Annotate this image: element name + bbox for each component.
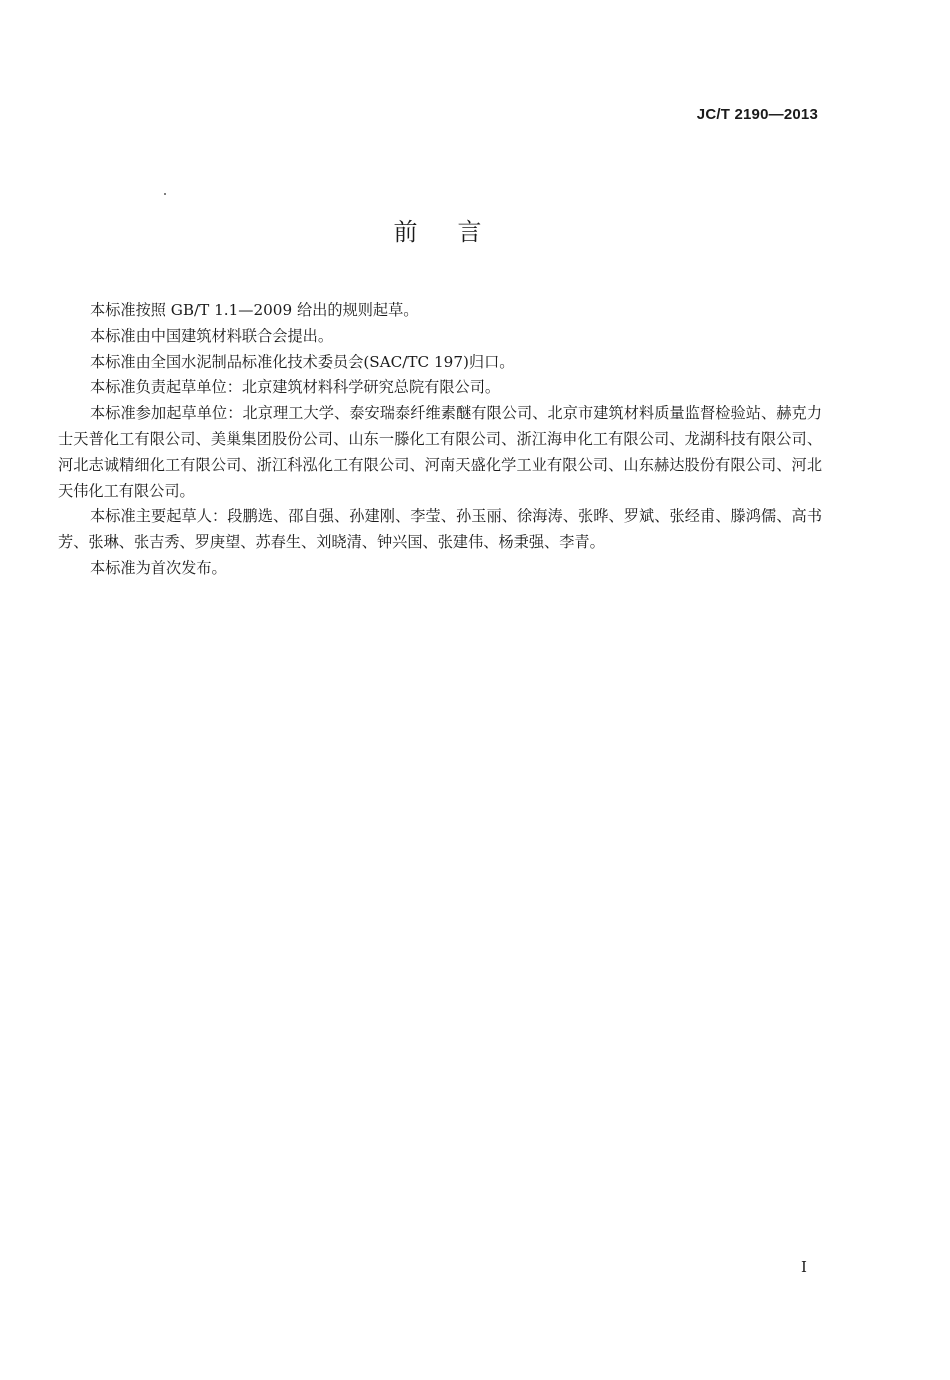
paragraph-technical-committee: 本标准由全国水泥制品标准化技术委员会(SAC/TC 197)归口。 <box>90 352 515 371</box>
page-title: 前言 <box>393 218 522 246</box>
paragraph-first-release: 本标准为首次发布。 <box>90 558 227 577</box>
paragraph-lead-drafter: 本标准负责起草单位：北京建筑材料科学研究总院有限公司。 <box>90 378 501 397</box>
paragraph-proposer: 本标准由中国建筑材料联合会提出。 <box>90 326 333 345</box>
document-code: JC/T 2190—2013 <box>696 106 818 123</box>
scan-speck <box>164 193 166 195</box>
page-number: I <box>801 1258 807 1276</box>
paragraph-main-drafters: 本标准主要起草人：段鹏选、邵自强、孙建刚、李莹、孙玉丽、徐海涛、张晔、罗斌、张经甫、滕鸿儒、高书芳、张琳、张吉秀、罗庚望、苏春生、刘晓清、钟兴国、张建伟、杨秉强、李青。 <box>58 507 822 552</box>
paragraph-drafting-rules: 本标准按照 GB/T 1.1—2009 给出的规则起草。 <box>90 301 419 319</box>
foreword-body <box>58 298 822 582</box>
paragraph-participating-units: 本标准参加起草单位：北京理工大学、泰安瑞泰纤维素醚有限公司、北京市建筑材料质量监督检验站、赫克力士天普化工有限公司、美巢集团股份公司、山东一滕化工有限公司、浙江海申化工有限公司、龙湖科技有限公司、河北志诚精细化工有限公司、浙江科泓化工有限公司、河南天盛化学工业有限公司、山东赫达股份有限公司、河北天伟化工有限公司。 <box>58 404 822 500</box>
